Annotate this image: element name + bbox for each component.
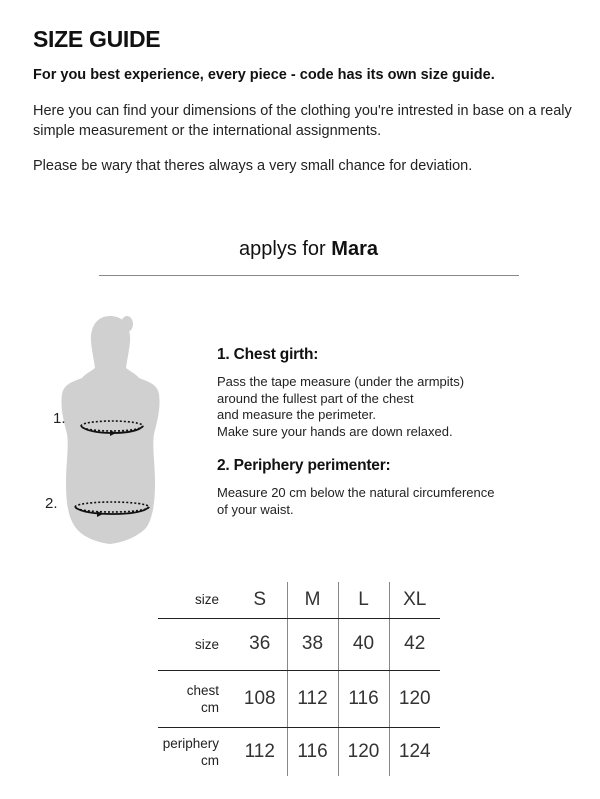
- chest-instruction-heading: 1. Chest girth:: [217, 346, 319, 363]
- table-cell: 116: [338, 670, 389, 727]
- table-header-cell: S: [233, 582, 287, 618]
- table-cell: 112: [287, 670, 338, 727]
- table-cell: 116: [287, 727, 338, 776]
- table-cell: 120: [338, 727, 389, 776]
- row-label: size: [158, 618, 233, 670]
- table-cell: 38: [287, 618, 338, 670]
- page-subtitle: For you best experience, every piece - code has its own size guide.: [33, 67, 495, 83]
- table-cell: 42: [389, 618, 440, 670]
- table-header-row: [158, 582, 440, 618]
- deviation-note: Please be wary that theres always a very small chance for deviation.: [33, 158, 473, 174]
- table-row: [158, 618, 440, 670]
- chest-instruction-text: Pass the tape measure (under the armpits) around the fullest part of the chest and measure the perimeter. Make sure your hands are down relaxed.: [217, 374, 465, 439]
- table-cell: 40: [338, 618, 389, 670]
- product-name: Mara: [331, 238, 378, 260]
- table-cell: 108: [233, 670, 287, 727]
- periphery-instruction-text: Measure 20 cm below the natural circumference of your waist.: [217, 485, 495, 517]
- size-table: [158, 582, 440, 776]
- periphery-instruction-heading: 2. Periphery perimenter:: [217, 457, 391, 474]
- periphery-instruction: [217, 457, 494, 518]
- row-label: chest cm: [158, 670, 233, 727]
- table-header-cell: M: [287, 582, 338, 618]
- intro-paragraph: Here you can find your dimensions of the clothing you're intrested in base on a realy simple measurement or the international assignments.: [33, 103, 572, 139]
- row-label: periphery cm: [162, 735, 219, 768]
- applys-prefix: applys for: [239, 238, 326, 260]
- table-row: [158, 670, 440, 727]
- table-cell: 112: [244, 740, 275, 762]
- chest-instruction: [217, 346, 464, 440]
- divider: [99, 275, 519, 276]
- table-header-cell: L: [338, 582, 389, 618]
- table-cell: 120: [389, 670, 440, 727]
- female-silhouette-icon: [40, 312, 190, 552]
- chest-marker: 1.: [53, 410, 66, 427]
- table-header-label: size: [158, 582, 233, 618]
- table-cell: 124: [389, 727, 440, 776]
- body-measurement-figure: [40, 312, 190, 552]
- table-row: [158, 727, 440, 776]
- table-header-cell: XL: [389, 582, 440, 618]
- page-title: SIZE GUIDE: [33, 26, 161, 52]
- periphery-marker: 2.: [45, 495, 58, 512]
- applys-heading: [0, 238, 600, 261]
- table-cell: 36: [233, 618, 287, 670]
